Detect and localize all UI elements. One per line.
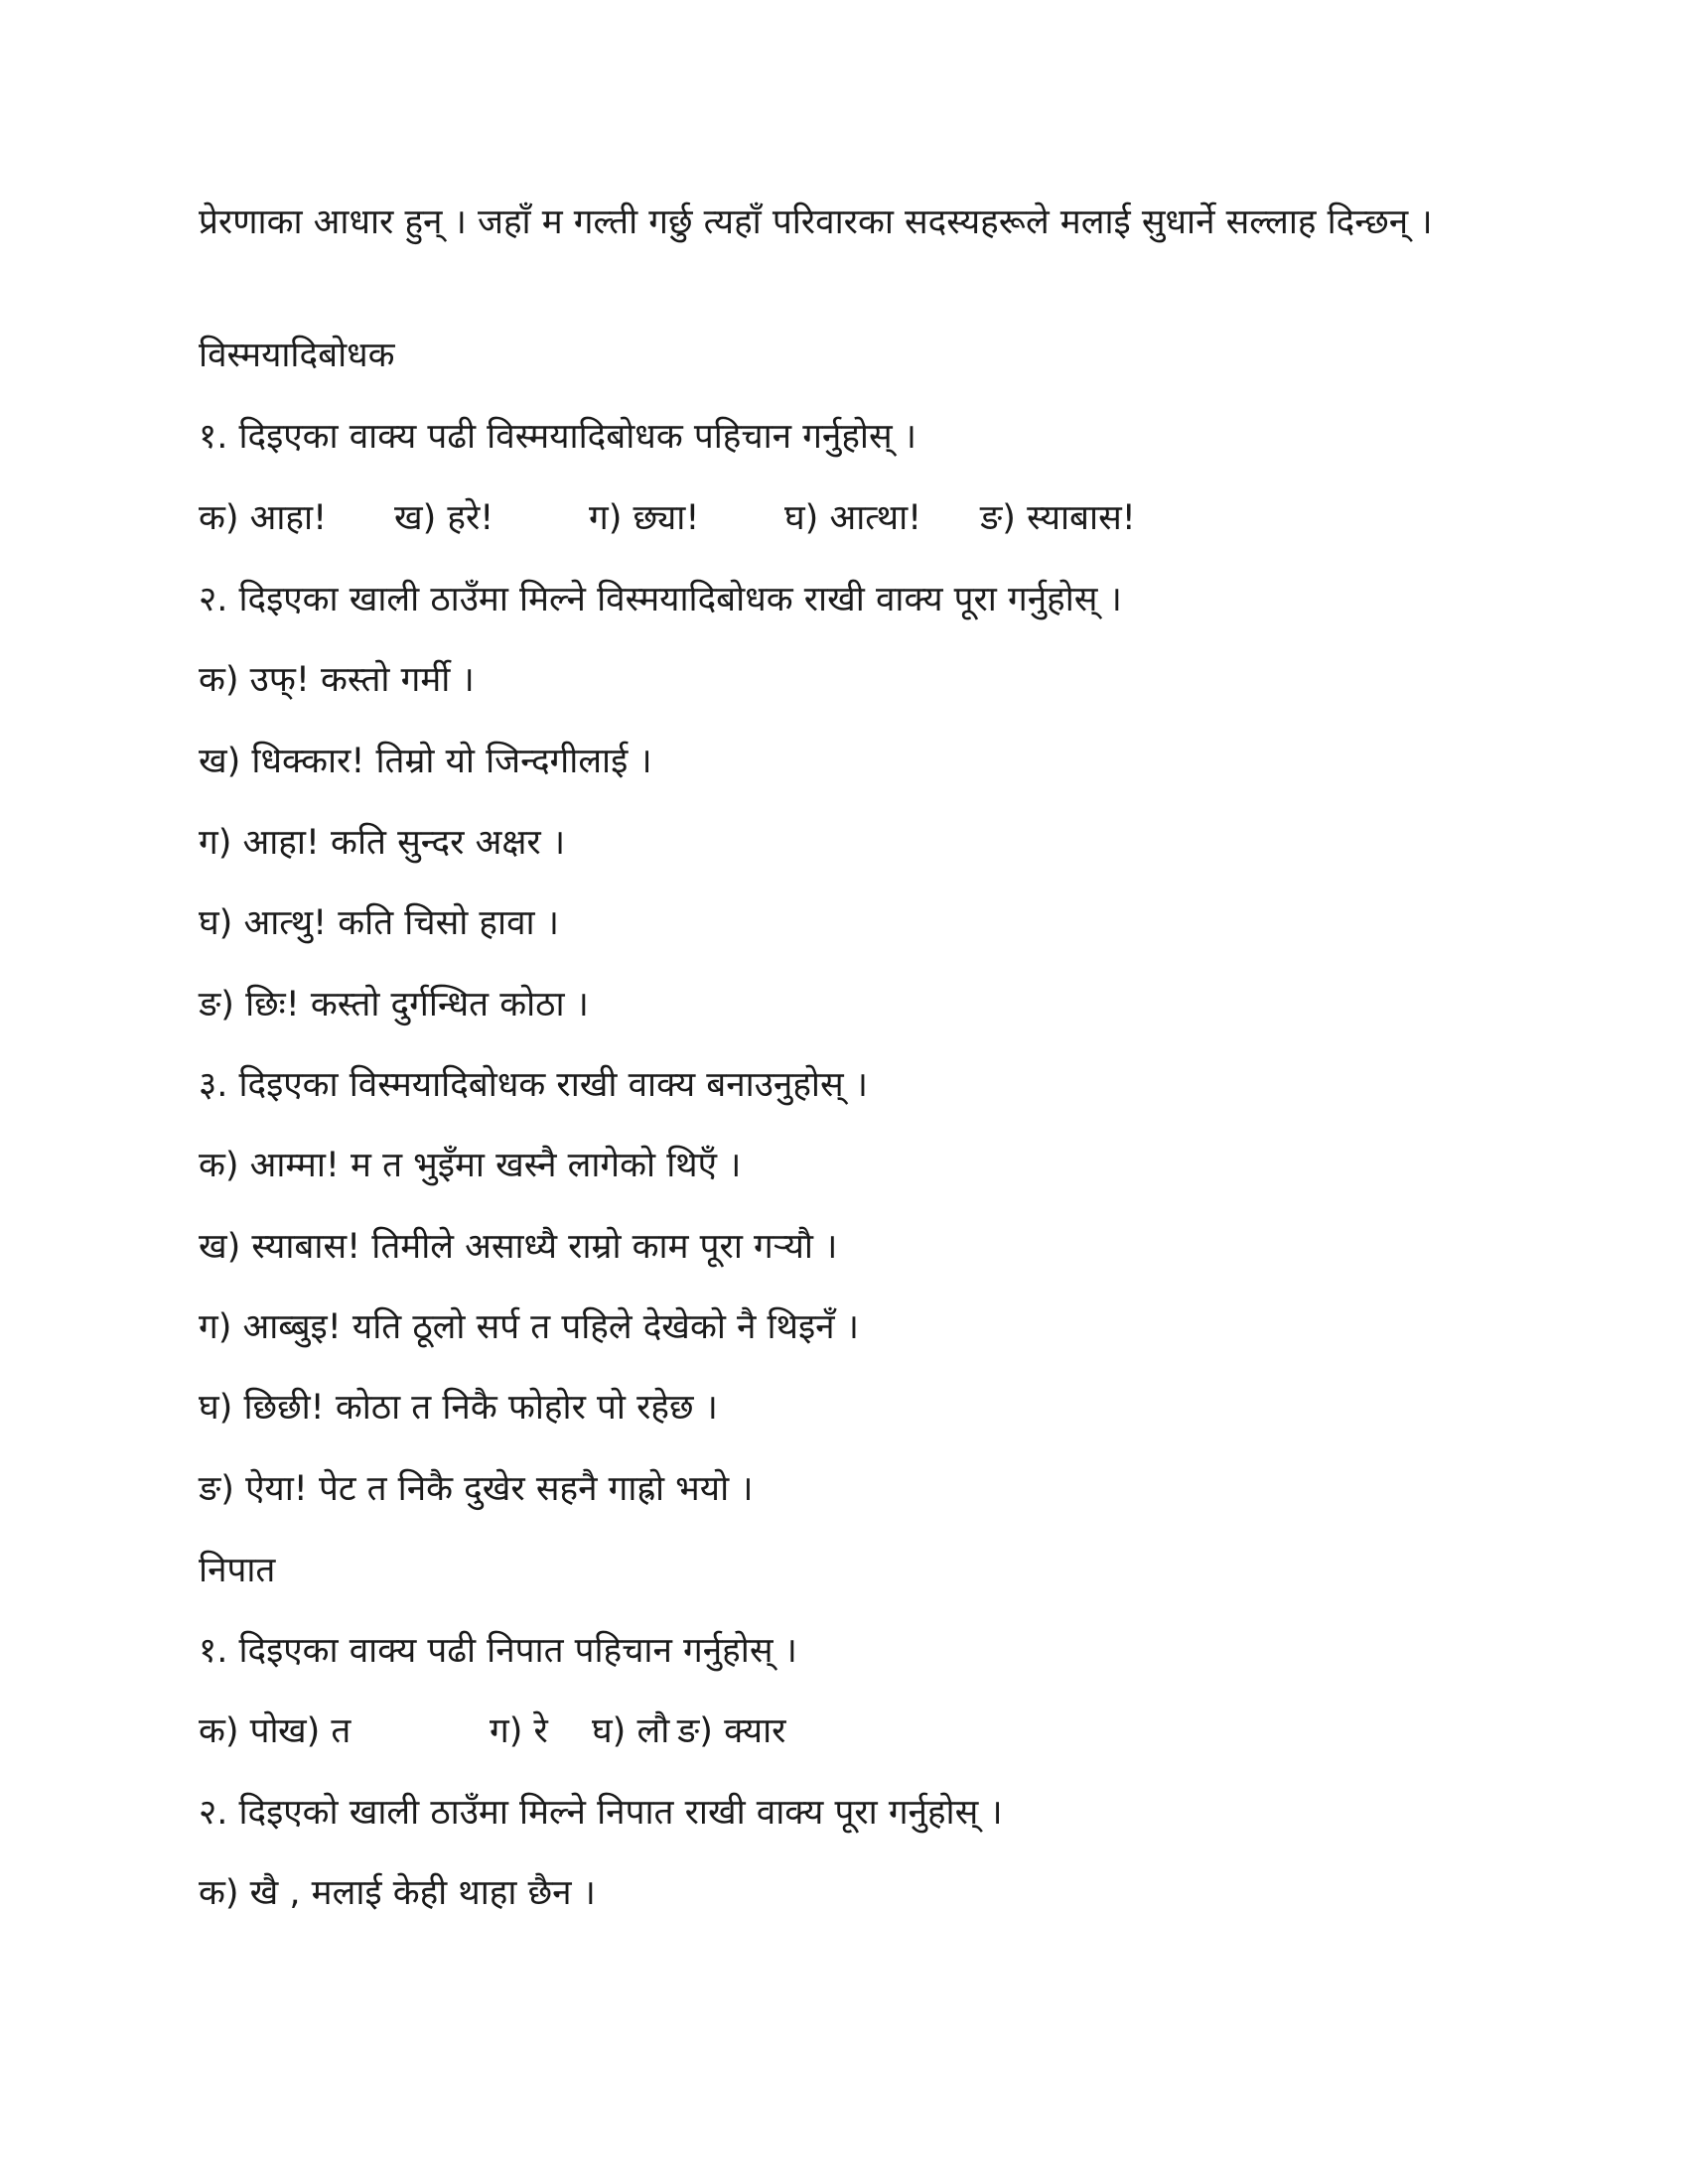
answer-line: घ) छिछी! कोठा त निकै फोहोर पो रहेछ ।	[199, 1388, 718, 1428]
answer-line: ग) आहा! कति सुन्दर अक्षर ।	[199, 823, 566, 863]
option-ga: ग) रे	[490, 1711, 548, 1751]
options-row-interjection	[199, 496, 1291, 540]
answer-line: ख) धिक्कार! तिम्रो यो जिन्दगीलाई ।	[199, 742, 652, 781]
option-nga: ङ) क्यार	[677, 1711, 786, 1751]
answer-line: ङ) छिः! कस्तो दुर्गन्धित कोठा ।	[199, 985, 589, 1024]
option-kha: ख) हरे!	[394, 498, 494, 538]
intro-paragraph: प्रेरणाका आधार हुन् । जहाँ म गल्ती गर्छु त्यहाँ परिवारका सदस्यहरूले मलाई सुधार्ने सल्लाह दिन्छन् ।	[199, 203, 1433, 242]
option-ga: ग) छ्या!	[589, 498, 700, 538]
question-1-interjection: १. दिइएका वाक्य पढी विस्मयादिबोधक पहिचान गर्नुहोस् ।	[199, 417, 917, 457]
option-ka: क) पो	[199, 1711, 279, 1751]
question-2-interjection: २. दिइएका खाली ठाउँमा मिल्ने विस्मयादिबोधक राखी वाक्य पूरा गर्नुहोस् ।	[199, 580, 1122, 619]
option-gha: घ) आत्था!	[784, 498, 922, 538]
section-heading-interjection: विस्मयादिबोधक	[199, 336, 395, 375]
answer-line: ख) स्याबास! तिमीले असाध्यै राम्रो काम पूरा गऱ्यौ ।	[199, 1227, 838, 1267]
option-gha: घ) लौ	[592, 1711, 670, 1751]
options-row-particle	[199, 1709, 1092, 1753]
section-heading-particle: निपात	[199, 1551, 276, 1590]
answer-line: क) उफ्! कस्तो गर्मी ।	[199, 660, 475, 700]
question-1-particle: १. दिइएका वाक्य पढी निपात पहिचान गर्नुहोस् ।	[199, 1631, 797, 1671]
answer-line: क) आम्मा! म त भुइँमा खस्नै लागेको थिएँ ।	[199, 1146, 742, 1185]
question-2-particle: २. दिइएको खाली ठाउँमा मिल्ने निपात राखी वाक्य पूरा गर्नुहोस् ।	[199, 1793, 1003, 1833]
option-ka: क) आहा!	[199, 498, 328, 538]
question-3-interjection: ३. दिइएका विस्मयादिबोधक राखी वाक्य बनाउनुहोस् ।	[199, 1065, 869, 1105]
answer-line: ग) आब्बुइ! यति ठूलो सर्प त पहिले देखेको नै थिइनँ ।	[199, 1307, 859, 1347]
answer-line: घ) आत्थु! कति चिसो हावा ।	[199, 903, 559, 943]
option-kha: ख) त	[278, 1711, 352, 1751]
answer-line: क) खै , मलाई केही थाहा छैन ।	[199, 1873, 596, 1913]
option-nga: ङ) स्याबास!	[980, 498, 1136, 538]
answer-line: ङ) ऐया! पेट त निकै दुखेर सहनै गाह्रो भयो ।	[199, 1469, 754, 1509]
